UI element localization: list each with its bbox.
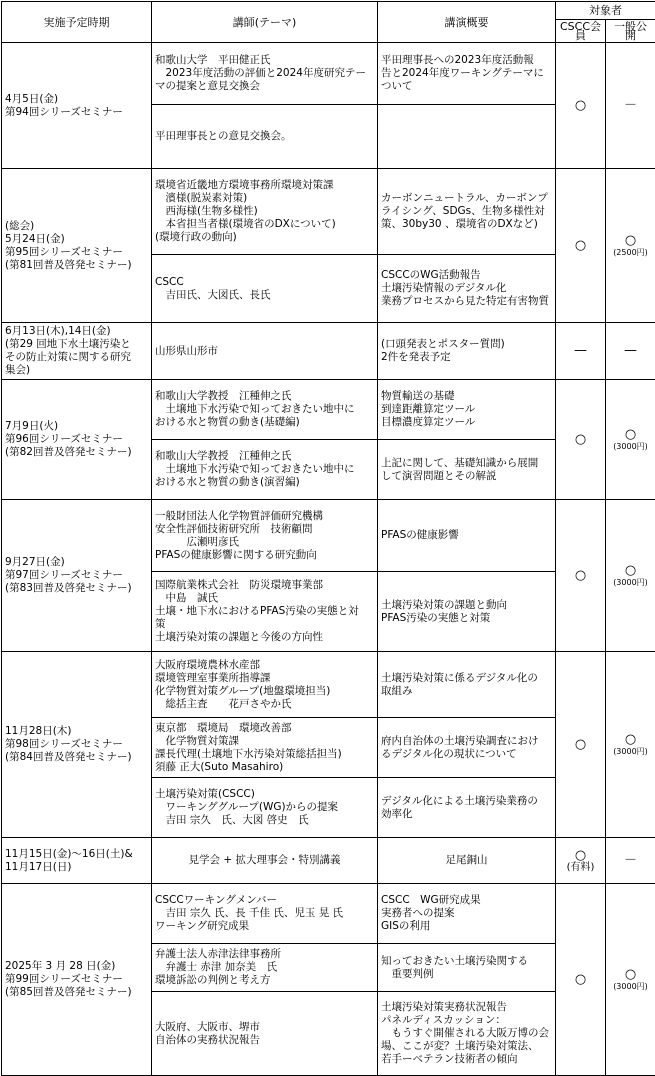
lecturer-line: 安全性評価技術研究所 技術顧問: [155, 523, 374, 536]
summary-line: 足尾銅山: [381, 854, 552, 867]
lecturer-cell: [152, 944, 378, 992]
summary-line: 告と2024年度ワーキングテーマに: [381, 67, 552, 80]
cscc-member-cell: [556, 838, 606, 884]
summary-line: 実務者への提案: [381, 907, 552, 920]
lecturer-line: 国際航業株式会社 防災環境事業部: [155, 579, 374, 592]
general-public-cell: [606, 169, 655, 323]
period-cell: [2, 43, 152, 169]
general-public-cell: [606, 380, 655, 500]
general-public-cell: [606, 838, 655, 884]
general-availability: －: [609, 99, 652, 113]
cscc-member-cell: [556, 169, 606, 323]
lecturer-cell: [152, 884, 378, 944]
lecturer-line: 総括主査 花戸さやか氏: [155, 698, 374, 711]
summary-line: るデジタル化の現状について: [381, 748, 552, 761]
member-fee-note: (有料): [559, 863, 602, 873]
lecturer-line: 西海様(生物多様性): [155, 205, 374, 218]
lecturer-line: 広瀬明彦氏: [155, 536, 374, 549]
table-row: [2, 380, 655, 440]
lecturer-line: 一般財団法人化学物質評価研究機構: [155, 510, 374, 523]
table-row: [2, 323, 655, 380]
period-line: 6月13日(木),14日(金): [5, 325, 148, 338]
period-cell: [2, 884, 152, 1076]
lecturer-line: 中島 誠氏: [155, 592, 374, 605]
summary-cell: [378, 778, 556, 838]
summary-cell: [378, 572, 556, 652]
summary-line: 土壌汚染対策実務状況報告: [381, 1001, 552, 1014]
general-availability: ○: [609, 428, 652, 442]
summary-line: パネルディスカッション：: [381, 1014, 552, 1027]
lecturer-line: 吉田 宗久 氏、大図 啓史 氏: [155, 814, 374, 827]
period-cell: [2, 838, 152, 884]
lecturer-line: 弁護士 赤津 加奈美 氏: [155, 961, 374, 974]
member-availability: ○: [559, 569, 602, 583]
summary-cell: [378, 500, 556, 572]
general-fee-note: (3000円): [609, 982, 652, 992]
member-availability: ○: [559, 849, 602, 863]
general-fee-note: (3000円): [609, 442, 652, 452]
lecturer-cell: [152, 380, 378, 440]
general-fee-note: (2500円): [609, 248, 652, 258]
summary-cell: [378, 440, 556, 500]
lecturer-line: 平田理事長との意見交換会。: [155, 130, 374, 143]
lecturer-line: 化学物質対策課: [155, 735, 374, 748]
period-line: 5月24日(金): [5, 233, 148, 246]
general-public-cell: [606, 500, 655, 652]
lecturer-line: PFASの健康影響に関する研究動向: [155, 549, 374, 562]
lecturer-cell: [152, 778, 378, 838]
lecturer-cell: [152, 572, 378, 652]
general-public-cell: [606, 323, 655, 380]
summary-cell: [378, 838, 556, 884]
summary-line: 物質輸送の基礎: [381, 390, 552, 403]
summary-cell: [378, 105, 556, 169]
period-line: 11月15日(金)～16日(土)&: [5, 848, 148, 861]
lecturer-line: 和歌山大学教授 江種伸之氏: [155, 450, 374, 463]
summary-line: して演習問題とその解説: [381, 470, 552, 483]
summary-line: CSCCのWG活動報告: [381, 269, 552, 282]
summary-line: 目標濃度算定ツール: [381, 416, 552, 429]
lecturer-line: 環境省近畿地方環境事務所環境対策課: [155, 179, 374, 192]
lecturer-line: 大阪府、大阪市、堺市: [155, 1021, 374, 1034]
summary-line: 策、30by30 、環境省のDXなど): [381, 218, 552, 231]
lecturer-line: CSCC: [155, 276, 374, 289]
lecturer-line: 土壌地下水汚染で知っておきたい地中に: [155, 403, 374, 416]
lecturer-line: 東京都 環境局 環境改善部: [155, 722, 374, 735]
summary-line: PFAS汚染の実態と対策: [381, 612, 552, 625]
member-availability: ○: [559, 973, 602, 987]
member-availability: ○: [559, 239, 602, 253]
lecturer-line: おける水と物質の動き(演習編): [155, 476, 374, 489]
cscc-member-cell: [556, 884, 606, 1076]
period-line: 7月9日(火): [5, 420, 148, 433]
period-line: 2025年 3 月 28 日(金): [5, 960, 148, 973]
lecturer-line: 濱様(脱炭素対策): [155, 192, 374, 205]
header-lecturer: 講師(テーマ): [152, 2, 378, 43]
period-line: 第95回シリーズセミナー: [5, 246, 148, 259]
summary-line: 取組み: [381, 685, 552, 698]
summary-line: 業務プロセスから見た特定有害物質: [381, 295, 552, 308]
general-public-cell: [606, 43, 655, 169]
lecturer-line: 土壌汚染対策の課題と今後の方向性: [155, 631, 374, 644]
lecturer-line: 策: [155, 618, 374, 631]
lecturer-cell: [152, 323, 378, 380]
header-summary: 講演概要: [378, 2, 556, 43]
lecturer-line: 弁護士法人赤津法律事務所: [155, 948, 374, 961]
lecturer-line: 土壌汚染対策(CSCC): [155, 788, 374, 801]
cscc-member-cell: [556, 652, 606, 838]
summary-line: 到達距離算定ツール: [381, 403, 552, 416]
lecturer-line: 環境訴訟の判例と考え方: [155, 974, 374, 987]
table-row: [2, 652, 655, 718]
seminar-schedule-table: [1, 1, 655, 1076]
summary-cell: [378, 652, 556, 718]
summary-cell: [378, 884, 556, 944]
lecturer-line: ワーキンググループ(WG)からの提案: [155, 801, 374, 814]
period-line: (第84回普及啓発セミナー): [5, 751, 148, 764]
lecturer-line: 吉田氏、大図氏、長氏: [155, 289, 374, 302]
lecturer-cell: [152, 169, 378, 255]
summary-line: デジタル化による土壌汚染業務の: [381, 795, 552, 808]
lecturer-line: 見学会 + 拡大理事会・特別講義: [155, 854, 374, 867]
summary-line: CSCC WG研究成果: [381, 894, 552, 907]
summary-cell: [378, 255, 556, 323]
period-line: (第85回普及啓発セミナー): [5, 986, 148, 999]
header-cscc-member: CSCC会員: [556, 20, 606, 43]
table-row: [2, 43, 655, 105]
period-line: (総会): [5, 220, 148, 233]
period-cell: [2, 323, 152, 380]
lecturer-cell: [152, 43, 378, 105]
period-line: (第82回普及啓発セミナー): [5, 446, 148, 459]
member-availability: ○: [559, 433, 602, 447]
period-line: 11月28日(木): [5, 725, 148, 738]
lecturer-line: 大阪府環境農林水産部: [155, 659, 374, 672]
lecturer-line: 土壌地下水汚染で知っておきたい地中に: [155, 463, 374, 476]
period-line: 第94回シリーズセミナー: [5, 106, 148, 119]
header-period: 実施予定時期: [2, 2, 152, 43]
lecturer-line: 和歌山大学教授 江種伸之氏: [155, 390, 374, 403]
period-line: (第29 回地下水土壌汚染と: [5, 338, 148, 351]
summary-line: 平田理事長への2023年度活動報: [381, 54, 552, 67]
header-target: 対象者: [556, 2, 655, 20]
lecturer-cell: [152, 255, 378, 323]
lecturer-line: CSCCワーキングメンバー: [155, 894, 374, 907]
period-line: 9月27日(金): [5, 556, 148, 569]
lecturer-line: 自治体の実務状況報告: [155, 1034, 374, 1047]
general-public-cell: [606, 652, 655, 838]
table-row: [2, 169, 655, 255]
summary-cell: [378, 992, 556, 1076]
period-line: (第81回普及啓発セミナー): [5, 259, 148, 272]
period-cell: [2, 380, 152, 500]
summary-line: 重要判例: [381, 968, 552, 981]
lecturer-cell: [152, 500, 378, 572]
general-availability: ○: [609, 564, 652, 578]
lecturer-line: おける水と物質の動き(基礎編): [155, 416, 374, 429]
cscc-member-cell: [556, 500, 606, 652]
period-line: 第98回シリーズセミナー: [5, 738, 148, 751]
cscc-member-cell: [556, 43, 606, 169]
member-availability: —: [559, 344, 602, 358]
summary-line: 効率化: [381, 808, 552, 821]
summary-cell: [378, 944, 556, 992]
lecturer-line: 山形県山形市: [155, 345, 374, 358]
cscc-member-cell: [556, 380, 606, 500]
summary-line: ライシング、SDGs、生物多様性対: [381, 205, 552, 218]
summary-line: 土壌汚染対策に係るデジタル化の: [381, 672, 552, 685]
general-fee-note: (3000円): [609, 747, 652, 757]
summary-line: 府内自治体の土壌汚染調査におけ: [381, 735, 552, 748]
period-cell: [2, 500, 152, 652]
general-public-cell: [606, 884, 655, 1076]
lecturer-line: 化学物質対策グループ(地盤環境担当): [155, 685, 374, 698]
member-availability: ○: [559, 99, 602, 113]
table-row: [2, 838, 655, 884]
lecturer-cell: [152, 992, 378, 1076]
period-line: 4月5日(金): [5, 93, 148, 106]
general-fee-note: (3000円): [609, 578, 652, 588]
lecturer-cell: [152, 105, 378, 169]
summary-cell: [378, 718, 556, 778]
general-availability: ○: [609, 968, 652, 982]
period-line: 集会): [5, 364, 148, 377]
table-row: [2, 500, 655, 572]
lecturer-line: 課長代理(土壌地下水汚染対策総括担当): [155, 748, 374, 761]
period-line: 第99回シリーズセミナー: [5, 973, 148, 986]
lecturer-cell: [152, 652, 378, 718]
period-cell: [2, 652, 152, 838]
summary-line: ついて: [381, 80, 552, 93]
summary-line: (口頭発表とポスター質問): [381, 338, 552, 351]
summary-line: カーボンニュートラル、カーボンプ: [381, 192, 552, 205]
period-line: (第83回普及啓発セミナー): [5, 582, 148, 595]
period-cell: [2, 169, 152, 323]
summary-line: GISの利用: [381, 920, 552, 933]
summary-line: 2件を発表予定: [381, 351, 552, 364]
period-line: その防止対策に関する研究: [5, 351, 148, 364]
general-availability: －: [609, 854, 652, 868]
lecturer-line: 和歌山大学 平田健正氏: [155, 54, 374, 67]
header-general: 一般公開: [606, 20, 655, 43]
table-row: [2, 884, 655, 944]
summary-line: PFASの健康影響: [381, 529, 552, 542]
cscc-member-cell: [556, 323, 606, 380]
summary-line: 知っておきたい土壌汚染関する: [381, 955, 552, 968]
period-line: 11月17日(日): [5, 861, 148, 874]
lecturer-line: ワーキング研究成果: [155, 920, 374, 933]
summary-line: 土壌汚染対策の課題と動向: [381, 599, 552, 612]
summary-cell: [378, 323, 556, 380]
summary-cell: [378, 380, 556, 440]
summary-line: 上記に関して、基礎知識から展開: [381, 457, 552, 470]
lecturer-cell: [152, 718, 378, 778]
summary-line: 場、ここが変？土壌汚染対策法、: [381, 1040, 552, 1053]
lecturer-line: マの提案と意見交換会: [155, 80, 374, 93]
lecturer-line: 吉田 宗久 氏、長 千佳 氏、児玉 晃 氏: [155, 907, 374, 920]
lecturer-line: 本省担当者様(環境省のDXについて): [155, 218, 374, 231]
summary-cell: [378, 169, 556, 255]
lecturer-line: 2023年度活動の評価と2024年度研究テー: [155, 67, 374, 80]
lecturer-line: 須藤 正大(Suto Masahiro): [155, 761, 374, 774]
general-availability: ○: [609, 733, 652, 747]
summary-line: 土壌汚染情報のデジタル化: [381, 282, 552, 295]
lecturer-cell: [152, 440, 378, 500]
general-availability: ○: [609, 234, 652, 248]
schedule-body: [2, 43, 655, 1076]
period-line: 第97回シリーズセミナー: [5, 569, 148, 582]
summary-line: 若手ーベテラン技術者の傾向: [381, 1053, 552, 1066]
general-availability: —: [609, 344, 652, 358]
lecturer-line: (環境行政の動向): [155, 231, 374, 244]
period-line: 第96回シリーズセミナー: [5, 433, 148, 446]
member-availability: ○: [559, 738, 602, 752]
summary-line: もうすぐ開催される大阪万博の会: [381, 1027, 552, 1040]
lecturer-line: 土壌・地下水におけるPFAS汚染の実態と対: [155, 605, 374, 618]
lecturer-line: 環境管理室事業所指導課: [155, 672, 374, 685]
summary-cell: [378, 43, 556, 105]
lecturer-cell: [152, 838, 378, 884]
